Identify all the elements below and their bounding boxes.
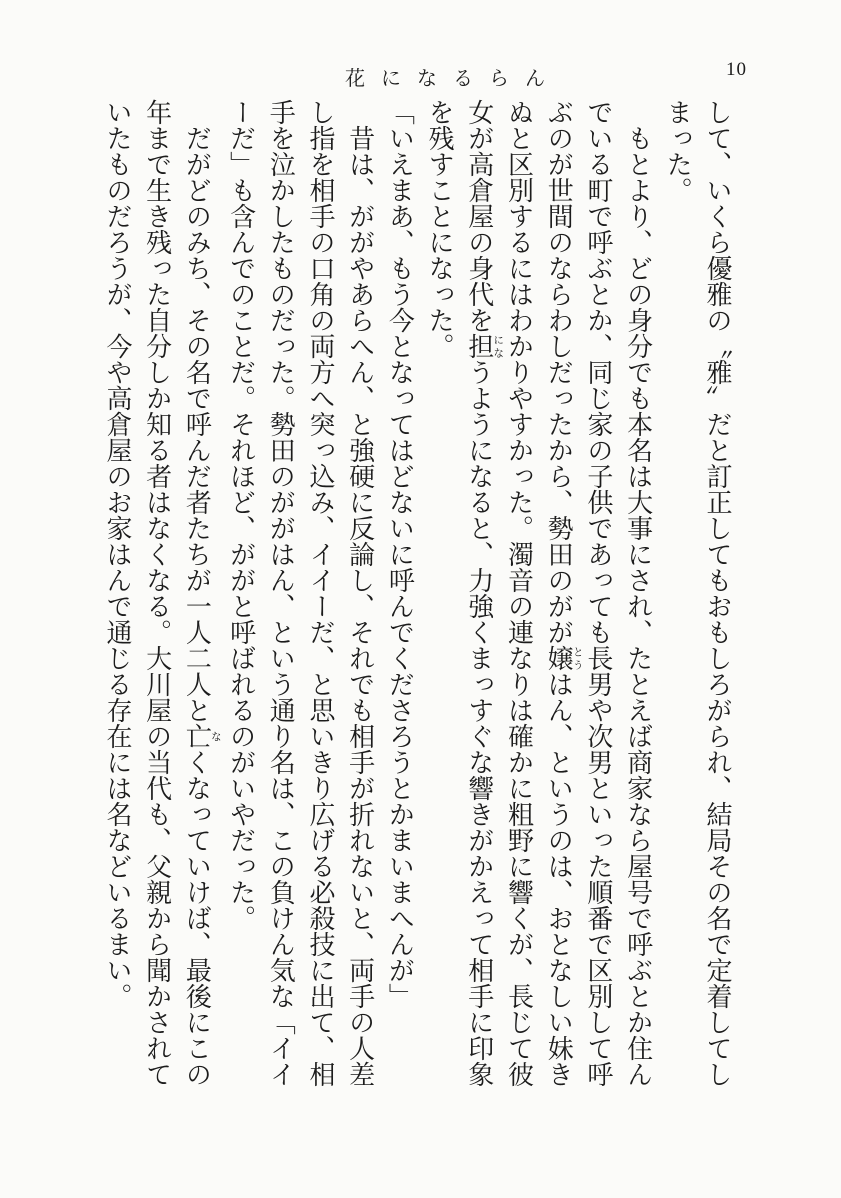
furigana-ruby: 亡な (182, 723, 221, 749)
paragraph: 昔は、ががやあらへん、と強硬に反論し、それでも相手が折れないと、両手の人差し指を相手の口角の両方へ突っ込み、イイーだ、と思いきり広げる必殺技に出て、相手を泣かしたものだった。勢田のががはん、という通り名は、この負けん気な「イイーだ」も含んでのことだ。それほど、ががと呼ばれるのがいやだった。 (226, 99, 375, 1087)
paragraph: 「いえまあ、もう今となってはどないに呼んでくださろうとかまいまへんが」 (385, 99, 415, 1009)
running-head-title: 花になるらん (345, 68, 561, 90)
paragraph: して、いくら優雅の〝雅〟だと訂正してもおもしろがられ、結局その名で定着してしまった。 (663, 99, 732, 1087)
furigana-text: とう (571, 645, 583, 671)
running-head (0, 0, 841, 95)
furigana-text: にな (492, 333, 504, 359)
furigana-ruby: 担にな (464, 333, 504, 359)
furigana-text: な (209, 723, 221, 749)
page-text-body (101, 99, 737, 1094)
furigana-ruby: 嬢とう (544, 645, 583, 671)
page-number: 10 (726, 59, 747, 80)
paragraph: もとより、どの身分でも本名は大事にされ、たとえば商家なら屋号で呼ぶとか住んでいる町で呼ぶとか、同じ家の子供であっても長男や次男といった順番で区別して呼ぶのが世間のならわしだったから、勢田のがが嬢とうはん、というのは、おとなしい妹きぬと区別するにはわかりやすかった。濁音の連なりは確かに粗野に響くが、長じて彼女が高倉屋の身代を担になうようになると、力強くまっすぐな響きがかえって相手に印象を残すことになった。 (425, 99, 653, 1087)
paragraph: だがどのみち、その名で呼んだ者たちが一人二人と亡なくなっていけば、最後にこの年まで生き残った自分しか知る者はなくなる。大川屋の当代も、父親から聞かされていたものだろうが、今や高倉屋のお家はんで通じる存在には名などいるまい。 (102, 99, 221, 1087)
